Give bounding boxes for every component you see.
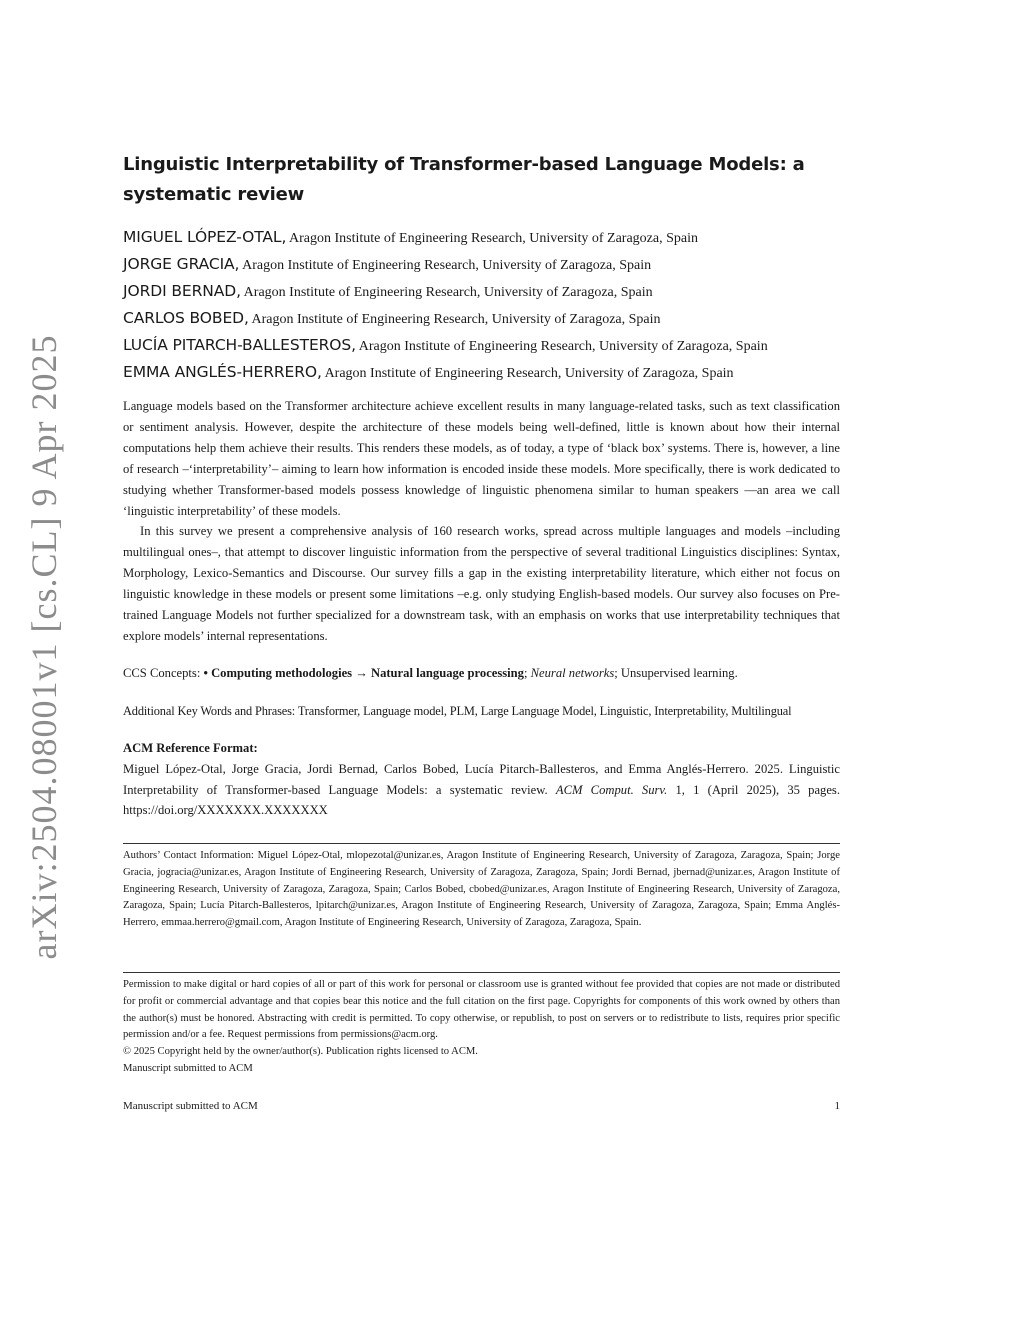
arxiv-stamp-text: arXiv:2504.08001v1 [cs.CL] 9 Apr 2025 bbox=[24, 334, 64, 960]
ccs-concept-nlp: Natural language processing bbox=[370, 666, 524, 680]
author-affiliation: Aragon Institute of Engineering Research, University of Zaragoza, Spain bbox=[243, 285, 653, 300]
author-entry bbox=[123, 305, 840, 332]
author-contact-info: Authors’ Contact Information: Miguel López-Otal, mlopezotal@unizar.es, Aragon Institute of Engineering Research, University of Zaragoza, Zaragoza, Spain; Jorge Gracia, jogracia@unizar.es, Aragon Institute of Engineering Research, University of Zaragoza, Zaragoza, Spain; Jordi Bernad, jbernad@unizar.es, Aragon Institute of Engineering Research, University of Zaragoza, Zaragoza, Spain; Carlos Bobed, cbobed@unizar.es, Aragon Institute of Engineering Research, University of Zaragoza, Zaragoza, Spain; Lucía Pitarch-Ballesteros, lpitarch@unizar.es, Aragon Institute of Engineering Research, University of Zaragoza, Zaragoza, Spain; Emma Anglés-Herrero, emmaa.herrero@gmail.com, Aragon Institute of Engineering Research, University of Zaragoza, Zaragoza, Spain. bbox=[123, 850, 840, 929]
keywords-label: Additional Key Words and Phrases: bbox=[123, 704, 296, 718]
author-list bbox=[123, 224, 840, 386]
keywords bbox=[123, 701, 840, 721]
ccs-separator: ; bbox=[523, 666, 528, 680]
footer-manuscript: Manuscript submitted to ACM bbox=[123, 1100, 258, 1112]
author-affiliation: Aragon Institute of Engineering Research, University of Zaragoza, Spain bbox=[289, 231, 698, 246]
author-name: LUCÍA PITARCH-BALLESTEROS, bbox=[123, 336, 356, 354]
ccs-concepts bbox=[123, 663, 840, 683]
manuscript-note: Manuscript submitted to ACM bbox=[123, 1062, 253, 1074]
author-affiliation: Aragon Institute of Engineering Research, University of Zaragoza, Spain bbox=[358, 339, 768, 354]
author-affiliation: Aragon Institute of Engineering Research, University of Zaragoza, Spain bbox=[324, 366, 734, 381]
ccs-label: CCS Concepts: bbox=[123, 666, 201, 680]
author-affiliation: Aragon Institute of Engineering Research, University of Zaragoza, Spain bbox=[251, 312, 661, 327]
keywords-text: Transformer, Language model, PLM, Large Language Model, Linguistic, Interpretability, Multilingual bbox=[297, 704, 792, 718]
ccs-concept-computing: Computing methodologies bbox=[211, 666, 353, 680]
author-affiliation: Aragon Institute of Engineering Research, University of Zaragoza, Spain bbox=[242, 258, 652, 273]
acm-reference-citation: Miguel López-Otal, Jorge Gracia, Jordi Bernad, Carlos Bobed, Lucía Pitarch-Ballesteros, and Emma Anglés-Herrero. 2025. Linguistic Interpretability of Transformer-based Language Models: a systematic review. bbox=[123, 761, 840, 797]
ccs-bullet: • bbox=[203, 666, 208, 680]
abstract-paragraph-1: Language models based on the Transformer architecture achieve excellent results in many language-related tasks, such as text classification or sentiment analysis. However, despite the architecture of these models being well-defined, little is known about how their internal computations help them achieve their results. This renders these models, as of today, a type of ‘black box’ systems. There is, however, a line of research –‘interpretability’– aiming to learn how information is encoded inside these models. More specifically, there is work dedicated to studying whether Transformer-based models possess knowledge of linguistic phenomena similar to human speakers —an area we call ‘linguistic interpretability’ of these models. bbox=[123, 399, 840, 518]
author-name: MIGUEL LÓPEZ-OTAL, bbox=[123, 228, 287, 246]
author-name: CARLOS BOBED, bbox=[123, 309, 249, 327]
ccs-arrow: → bbox=[355, 666, 368, 680]
page-number: 1 bbox=[834, 1100, 840, 1112]
author-name: JORDI BERNAD, bbox=[123, 282, 241, 300]
author-entry bbox=[123, 224, 840, 251]
acm-reference-label: ACM Reference Format: bbox=[123, 741, 258, 755]
abstract bbox=[123, 396, 840, 647]
author-entry bbox=[123, 278, 840, 305]
acm-reference-journal: ACM Comput. Surv. bbox=[555, 782, 668, 797]
permission-divider bbox=[123, 972, 840, 973]
copyright-text: © 2025 Copyright held by the owner/author(s). Publication rights licensed to ACM. bbox=[123, 1046, 478, 1058]
ccs-separator: ; bbox=[614, 666, 618, 680]
paper-title: Linguistic Interpretability of Transformer-based Language Models: a systematic review bbox=[123, 154, 805, 205]
author-entry bbox=[123, 332, 840, 359]
permission-text: Permission to make digital or hard copies of all or part of this work for personal or classroom use is granted without fee provided that copies are not made or distributed for profit or commercial advantage and that copies bear this notice and the full citation on the first page. Copyrights for components of this work owned by others than the author(s) must be honored. Abstracting with credit is permitted. To copy otherwise, or republish, to post on servers or to redistribute to lists, requires prior specific permission and/or a fee. Request permissions from permissions@acm.org. bbox=[123, 979, 840, 1041]
author-name: EMMA ANGLÉS-HERRERO, bbox=[123, 363, 322, 381]
acm-reference-format bbox=[123, 738, 840, 821]
author-name: JORGE GRACIA, bbox=[123, 255, 240, 273]
contact-divider bbox=[123, 843, 840, 844]
author-entry bbox=[123, 251, 840, 278]
author-entry bbox=[123, 359, 840, 386]
acm-reference-body bbox=[123, 759, 840, 821]
permission-notice bbox=[123, 977, 840, 1078]
ccs-concept-neural: Neural networks bbox=[530, 666, 615, 680]
acm-reference-doi: 1, 1 (April 2025), 35 pages. https://doi.org/XXXXXXX.XXXXXXX bbox=[123, 782, 840, 818]
abstract-paragraph-2: In this survey we present a comprehensive analysis of 160 research works, spread across multiple languages and models –including multilingual ones–, that attempt to discover linguistic information from the perspective of several traditional Linguistics disciplines: Syntax, Morphology, Lexico-Semantics and Discourse. Our survey fills a gap in the existing interpretability literature, which either not focus on linguistic knowledge in these models or present some limitations –e.g. only studying English-based models. Our survey also focuses on Pre-trained Language Models not further specialized for a downstream task, with an emphasis on works that use interpretability techniques that explore models’ internal representations. bbox=[123, 524, 840, 643]
ccs-concept-unsupervised: Unsupervised learning. bbox=[620, 666, 738, 680]
